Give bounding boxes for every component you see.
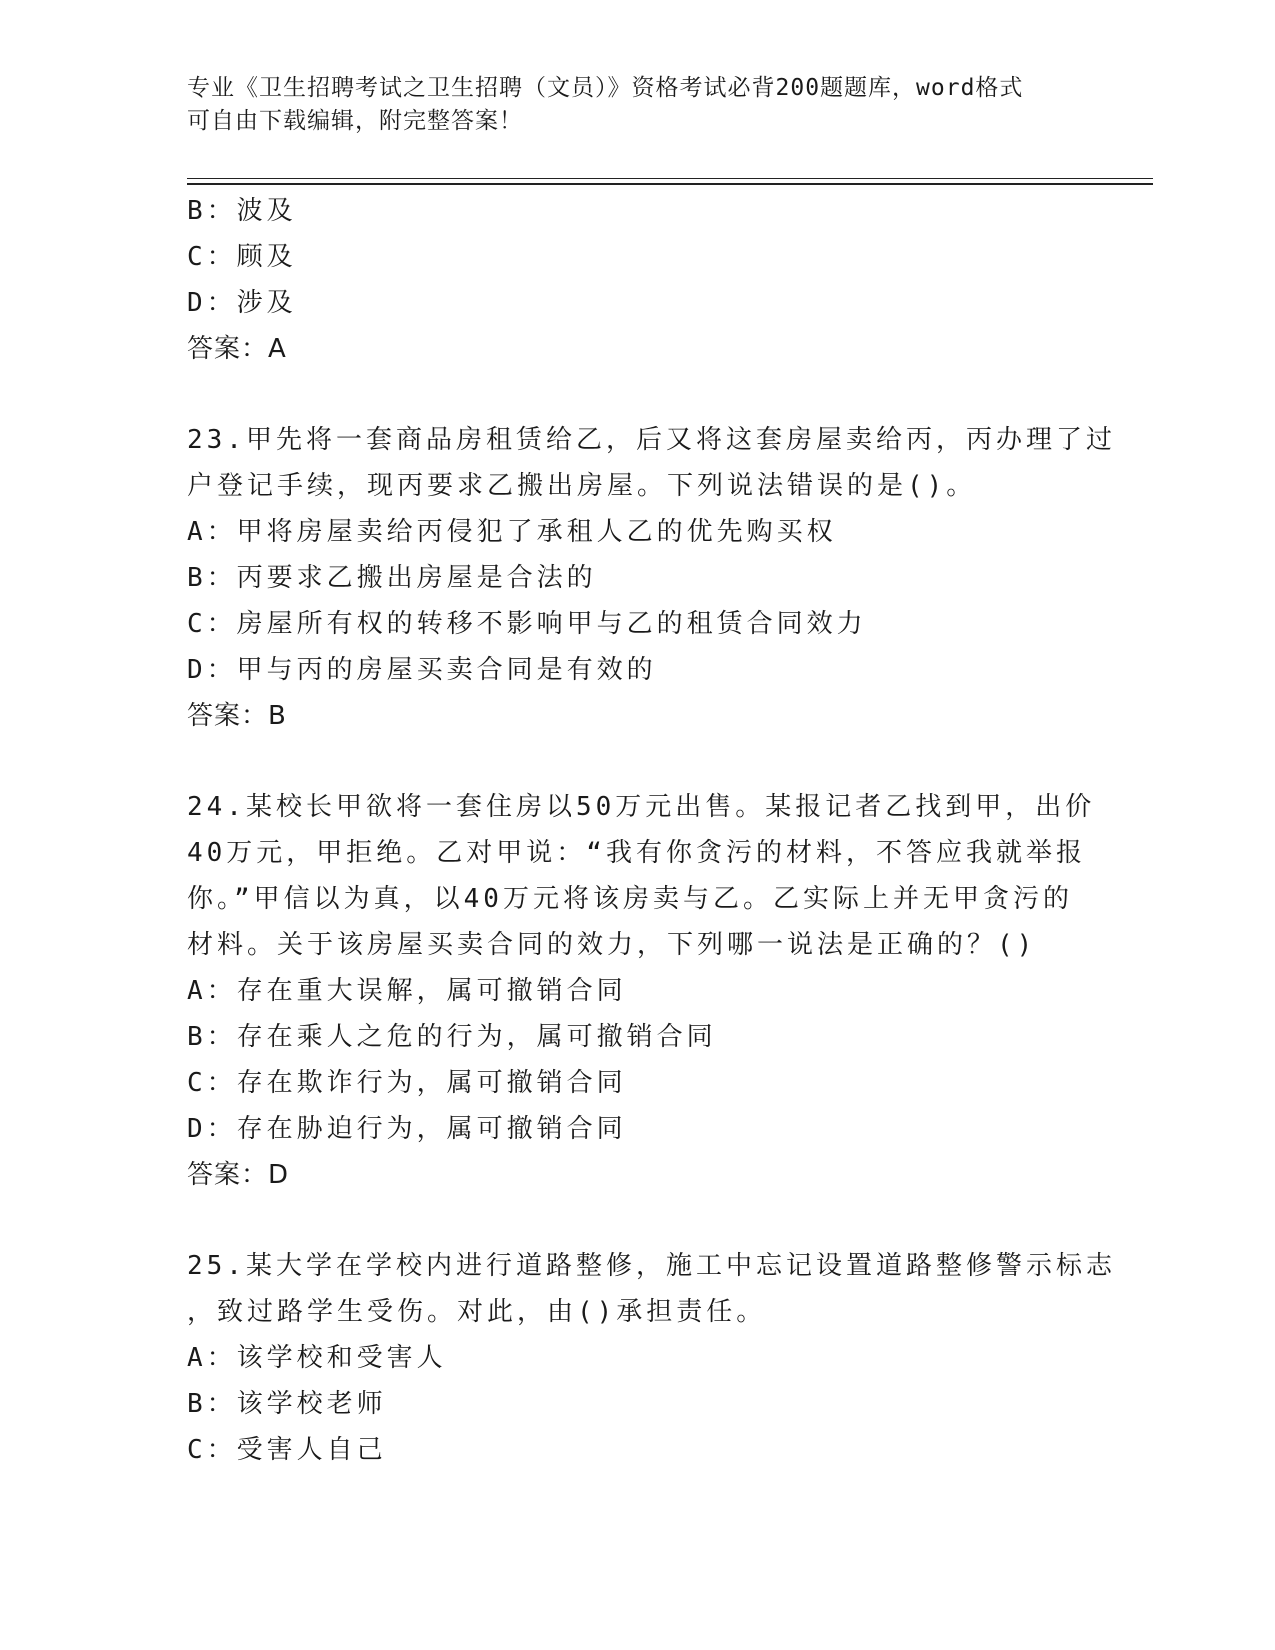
document-header — [187, 72, 1067, 138]
option-b: B：丙要求乙搬出房屋是合法的 — [187, 563, 597, 593]
question-25 — [187, 1243, 1116, 1473]
spacer — [187, 739, 1087, 784]
answer: 答案：A — [187, 334, 287, 364]
question-stem-line: 40万元，甲拒绝。乙对甲说：“我有你贪污的材料，不答应我就举报 — [187, 838, 1086, 868]
option-d: D：甲与丙的房屋买卖合同是有效的 — [187, 655, 657, 685]
question-stem-line: 23.甲先将一套商品房租赁给乙，后又将这套房屋卖给丙，丙办理了过 — [187, 425, 1116, 455]
question-stem-line: 户登记手续，现丙要求乙搬出房屋。下列说法错误的是()。 — [187, 471, 977, 501]
option-b: B：存在乘人之危的行为，属可撤销合同 — [187, 1022, 717, 1052]
header-line-1: 专业《卫生招聘考试之卫生招聘（文员）》资格考试必背200题题库，word格式 — [187, 75, 1024, 101]
option-d: D：涉及 — [187, 288, 297, 318]
question-stem-line: 24.某校长甲欲将一套住房以50万元出售。某报记者乙找到甲，出价 — [187, 792, 1096, 822]
question-stem-line: 材料。关于该房屋买卖合同的效力，下列哪一说法是正确的？() — [187, 930, 1037, 960]
spacer — [187, 372, 1087, 417]
option-a: A：甲将房屋卖给丙侵犯了承租人乙的优先购买权 — [187, 517, 837, 547]
option-a: A：该学校和受害人 — [187, 1343, 447, 1373]
question-stem-line: 你。”甲信以为真，以40万元将该房卖与乙。乙实际上并无甲贪污的 — [187, 884, 1073, 914]
answer: 答案：D — [187, 1160, 290, 1190]
header-rule-thick — [187, 183, 1153, 185]
option-c: C：顾及 — [187, 242, 297, 272]
question-22 — [187, 188, 1087, 372]
spacer — [187, 1198, 1087, 1243]
option-c: C：存在欺诈行为，属可撤销合同 — [187, 1068, 627, 1098]
question-23 — [187, 417, 1116, 739]
option-b: B：该学校老师 — [187, 1389, 387, 1419]
question-24 — [187, 784, 1096, 1198]
answer: 答案：B — [187, 701, 287, 731]
question-stem-line: ，致过路学生受伤。对此，由()承担责任。 — [187, 1297, 767, 1327]
question-stem-line: 25.某大学在学校内进行道路整修，施工中忘记设置道路整修警示标志 — [187, 1251, 1116, 1281]
option-c: C：房屋所有权的转移不影响甲与乙的租赁合同效力 — [187, 609, 867, 639]
header-rule-thin — [187, 178, 1153, 179]
option-d: D：存在胁迫行为，属可撤销合同 — [187, 1114, 627, 1144]
option-c: C：受害人自己 — [187, 1435, 387, 1465]
header-line-2: 可自由下载编辑，附完整答案！ — [187, 108, 523, 134]
question-content — [187, 188, 1116, 1473]
option-b: B：波及 — [187, 196, 297, 226]
option-a: A：存在重大误解，属可撤销合同 — [187, 976, 627, 1006]
